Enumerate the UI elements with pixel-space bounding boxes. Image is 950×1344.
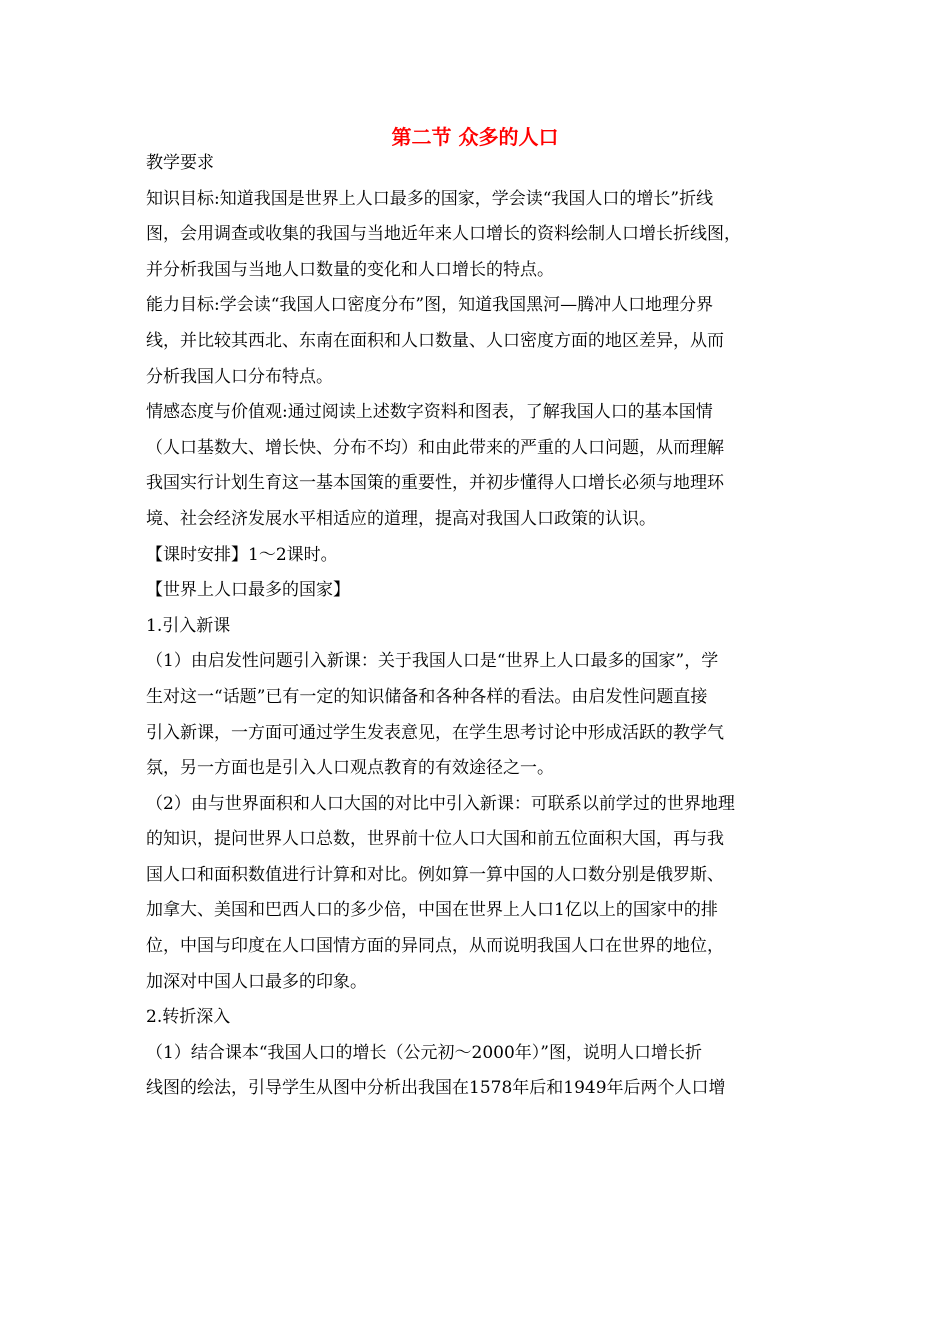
subheading-introduction: 1.引入新课 [146, 615, 231, 636]
document-body [146, 146, 810, 1107]
paragraph-line: 图，会用调查或收集的我国与当地近年来人口增长的资料绘制人口增长折线图， [146, 224, 741, 245]
document-title: 第二节 众多的人口 [391, 125, 559, 149]
paragraph-line: 的知识，提问世界人口总数，世界前十位人口大国和前五位面积大国，再与我 [146, 829, 724, 850]
paragraph-line: （2）由与世界面积和人口大国的对比中引入新课：可联系以前学过的世界地理 [146, 793, 735, 814]
paragraph-line: 情感态度与价值观:通过阅读上述数字资料和图表，了解我国人口的基本国情 [146, 402, 713, 423]
subheading-deepening: 2.转折深入 [146, 1007, 231, 1028]
section-heading-teaching-requirements: 教学要求 [146, 153, 214, 173]
paragraph-line: 加深对中国人口最多的印象。 [146, 971, 367, 992]
paragraph-line: 线图的绘法，引导学生从图中分析出我国在1578年后和1949年后两个人口增 [146, 1078, 726, 1099]
paragraph-line: （1）由启发性问题引入新课：关于我国人口是“世界上人口最多的国家”，学 [146, 651, 719, 672]
paragraph-line: 国人口和面积数值进行计算和对比。例如算一算中国的人口数分别是俄罗斯、 [146, 864, 724, 885]
paragraph-line: 氛，另一方面也是引入人口观点教育的有效途径之一。 [146, 758, 554, 779]
paragraph-line: 我国实行计划生育这一基本国策的重要性，并初步懂得人口增长必须与地理环 [146, 473, 724, 494]
section-heading-most-populous: 【世界上人口最多的国家】 [146, 580, 350, 601]
paragraph-line: 加拿大、美国和巴西人口的多少倍，中国在世界上人口1亿以上的国家中的排 [146, 900, 718, 921]
paragraph-line: 位，中国与印度在人口国情方面的异同点，从而说明我国人口在世界的地位， [146, 936, 724, 957]
paragraph-line: （1）结合课本“我国人口的增长（公元初～2000年）”图，说明人口增长折 [146, 1042, 702, 1063]
paragraph-line: 境、社会经济发展水平相适应的道理，提高对我国人口政策的认识。 [146, 508, 656, 529]
paragraph-line: 并分析我国与当地人口数量的变化和人口增长的特点。 [146, 259, 554, 280]
paragraph-line: （人口基数大、增长快、分布不均）和由此带来的严重的人口问题，从而理解 [146, 437, 724, 458]
paragraph-line: 线，并比较其西北、东南在面积和人口数量、人口密度方面的地区差异，从而 [146, 330, 724, 351]
paragraph-line: 生对这一“话题”已有一定的知识储备和各种各样的看法。由启发性问题直接 [146, 686, 708, 707]
paragraph-line: 分析我国人口分布特点。 [146, 366, 333, 387]
section-heading-schedule: 【课时安排】1～2课时。 [146, 544, 338, 565]
paragraph-line: 能力目标:学会读“我国人口密度分布”图，知道我国黑河—腾冲人口地理分界 [146, 295, 714, 316]
paragraph-line: 引入新课，一方面可通过学生发表意见，在学生思考讨论中形成活跃的教学气 [146, 722, 724, 743]
paragraph-line: 知识目标:知道我国是世界上人口最多的国家，学会读“我国人口的增长”折线 [146, 188, 714, 209]
